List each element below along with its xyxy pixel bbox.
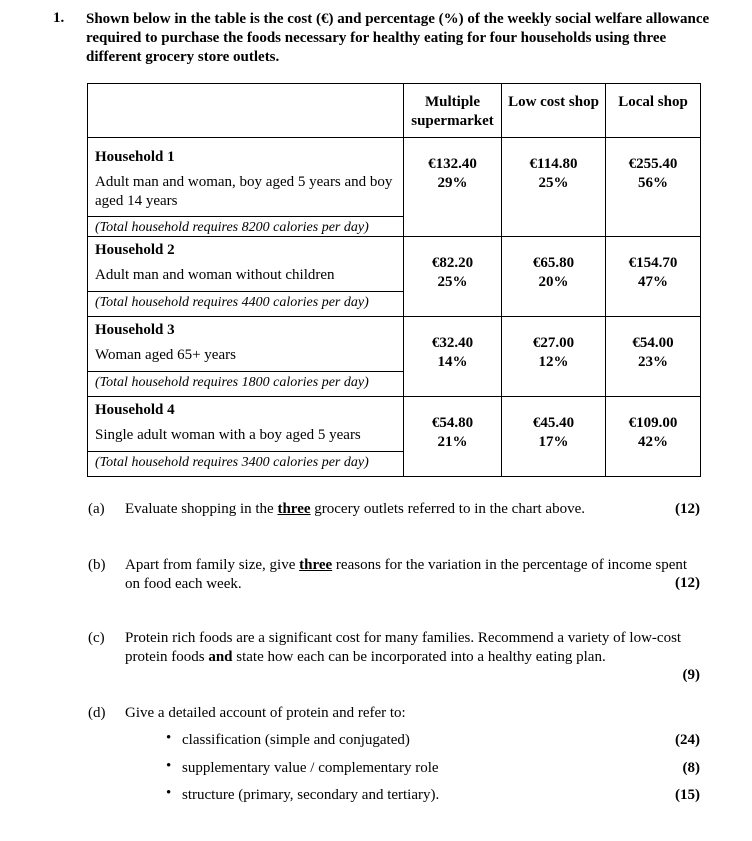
part-b-text [125,556,695,594]
percent-value: 21% [437,434,468,450]
cost-value: €65.80 [532,255,575,271]
household-cell [88,317,404,397]
part-b-post: reasons for the variation in the percentage of income spent on food each week. [125,557,688,592]
table-row [88,237,701,317]
percent-value: 14% [437,354,468,370]
value-cell [404,237,502,317]
question-number: 1. [53,10,65,26]
percent-value: 25% [437,274,468,290]
header-multiple-supermarket: Multiple supermarket [404,84,502,138]
cost-value: €32.40 [431,335,474,351]
table-row [88,317,701,397]
value-cell [404,397,502,477]
question-intro: Shown below in the table is the cost (€) and percentage (%) of the weekly social welfare allowance required to purchase the foods necessary for healthy eating for four households using three different grocery store outlets. [86,11,710,65]
percent-value: 25% [538,175,569,191]
bullet-dot-icon: • [166,730,172,746]
value-cell [502,397,606,477]
cost-value: €45.40 [532,415,575,431]
percent-value: 42% [638,434,668,450]
bullet-dot-icon: • [166,758,172,774]
part-b-label: (b) [88,557,106,573]
value-cell [502,317,606,397]
part-a-emph: three [277,501,311,517]
household-note: (Total household requires 4400 calories per day) [88,291,403,311]
household-desc: Adult man and woman without children [95,267,335,283]
cost-value: €54.00 [632,335,674,351]
part-a-label: (a) [88,501,105,517]
household-desc: Woman aged 65+ years [95,347,236,363]
part-b-pre: Apart from family size, give [125,557,300,573]
percent-value: 47% [638,274,668,290]
part-c-pre: Protein rich foods are a significant cost for many families. Recommend a variety of low-cost protein foods [125,630,682,665]
part-a-marks: (12) [675,501,700,517]
part-c-post: state how each can be incorporated into a healthy eating plan. [232,649,606,665]
part-b-emph: three [299,557,333,573]
percent-value: 20% [538,274,569,290]
cost-value: €54.80 [431,415,474,431]
household-title: Household 2 [95,242,175,258]
header-local-shop: Local shop [606,84,701,138]
cost-value: €82.20 [431,255,474,271]
value-cell [606,237,701,317]
cost-value: €255.40 [628,156,678,172]
part-d-bullet-marks: (24) [675,732,700,748]
part-b-marks: (12) [675,575,700,591]
household-title: Household 1 [95,149,175,165]
cost-value: €109.00 [628,415,678,431]
table-row [88,397,701,477]
cost-table [87,83,701,477]
value-cell [502,237,606,317]
header-low-cost-shop: Low cost shop [502,84,606,138]
household-note: (Total household requires 3400 calories per day) [88,451,403,471]
part-d-bullet: classification (simple and conjugated) [182,732,410,748]
part-c-text [125,629,705,667]
cost-value: €132.40 [428,156,477,172]
part-c-emph: and [208,649,233,665]
value-cell [606,397,701,477]
household-cell [88,138,404,237]
part-c-marks: (9) [682,667,700,683]
part-a-post: grocery outlets referred to in the chart above. [310,501,585,517]
value-cell [606,138,701,237]
household-desc: Single adult woman with a boy aged 5 years [95,427,361,443]
household-title: Household 3 [95,322,175,338]
value-cell [404,138,502,237]
part-d-bullet: supplementary value / complementary role [182,760,439,776]
percent-value: 17% [538,434,569,450]
household-cell [88,237,404,317]
part-d-label: (d) [88,705,106,721]
household-desc: Adult man and woman, boy aged 5 years and boy aged 14 years [95,174,393,209]
table-row [88,138,701,237]
value-cell [404,317,502,397]
household-cell [88,397,404,477]
percent-value: 12% [538,354,569,370]
table-header-row [88,84,701,138]
percent-value: 56% [638,175,668,191]
bullet-dot-icon: • [166,785,172,801]
household-note: (Total household requires 8200 calories per day) [88,216,403,236]
header-blank [88,84,404,138]
cost-value: €114.80 [529,156,578,172]
part-d-bullet-marks: (8) [682,760,700,776]
value-cell [606,317,701,397]
part-a-text [125,500,645,519]
part-d-text: Give a detailed account of protein and refer to: [125,705,406,721]
part-a-pre: Evaluate shopping in the [125,501,278,517]
percent-value: 29% [437,175,468,191]
household-title: Household 4 [95,402,175,418]
household-note: (Total household requires 1800 calories per day) [88,371,403,391]
percent-value: 23% [638,354,668,370]
value-cell [502,138,606,237]
cost-value: €154.70 [628,255,678,271]
part-d-bullet: structure (primary, secondary and tertiary). [182,787,440,803]
cost-value: €27.00 [532,335,575,351]
part-d-bullet-marks: (15) [675,787,700,803]
part-c-label: (c) [88,630,105,646]
